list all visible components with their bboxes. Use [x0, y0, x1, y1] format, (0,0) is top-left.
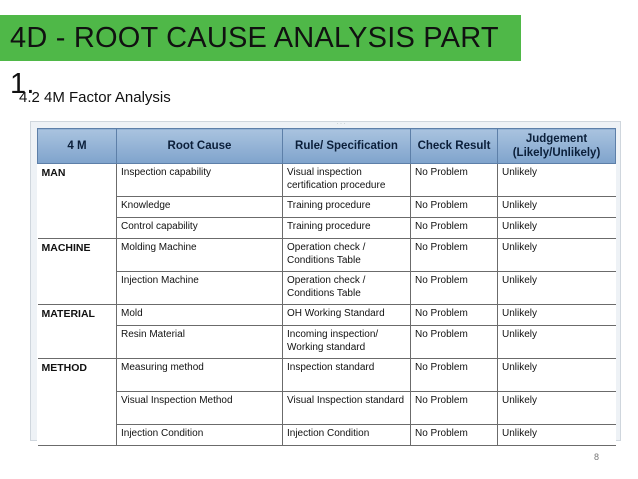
result-cell: No Problem [411, 272, 498, 305]
rule-cell: Visual inspection certification procedure [283, 164, 411, 197]
result-cell: No Problem [411, 326, 498, 359]
table-row [38, 164, 616, 197]
factor-cell [38, 197, 117, 218]
cause-cell: Inspection capability [117, 164, 283, 197]
cause-cell: Visual Inspection Method [117, 392, 283, 425]
factor-cell [38, 326, 117, 359]
rule-cell: Visual Inspection standard [283, 392, 411, 425]
rule-cell: Operation check / Conditions Table [283, 272, 411, 305]
cause-cell: Molding Machine [117, 239, 283, 272]
header-check-result: Check Result [411, 129, 498, 164]
rule-cell: Training procedure [283, 218, 411, 239]
factor-cell [38, 392, 117, 425]
cause-cell: Injection Machine [117, 272, 283, 305]
rule-cell: Incoming inspection/ Working standard [283, 326, 411, 359]
table-image-frame [30, 121, 621, 441]
rule-cell: Injection Condition [283, 425, 411, 446]
frame-handle-top: · · · [336, 121, 346, 127]
header-root-cause: Root Cause [117, 129, 283, 164]
result-cell: No Problem [411, 197, 498, 218]
factor-analysis-table [37, 128, 616, 446]
judgement-cell: Unlikely [498, 197, 616, 218]
table-row [38, 326, 616, 359]
factor-cell [38, 272, 117, 305]
result-cell: No Problem [411, 239, 498, 272]
judgement-cell: Unlikely [498, 218, 616, 239]
rule-cell: Training procedure [283, 197, 411, 218]
factor-cell: MAN [38, 164, 117, 197]
result-cell: No Problem [411, 359, 498, 392]
rule-cell: Inspection standard [283, 359, 411, 392]
judgement-cell: Unlikely [498, 425, 616, 446]
judgement-cell: Unlikely [498, 359, 616, 392]
cause-cell: Resin Material [117, 326, 283, 359]
factor-cell: MATERIAL [38, 305, 117, 326]
judgement-cell: Unlikely [498, 326, 616, 359]
result-cell: No Problem [411, 164, 498, 197]
header-judgement: Judgement (Likely/Unlikely) [498, 129, 616, 164]
cause-cell: Knowledge [117, 197, 283, 218]
slide-title: 4D - ROOT CAUSE ANALYSIS PART 1. [0, 15, 521, 61]
factor-cell [38, 218, 117, 239]
cause-cell: Control capability [117, 218, 283, 239]
judgement-cell: Unlikely [498, 305, 616, 326]
factor-cell [38, 425, 117, 446]
judgement-cell: Unlikely [498, 272, 616, 305]
result-cell: No Problem [411, 305, 498, 326]
cause-cell: Mold [117, 305, 283, 326]
result-cell: No Problem [411, 218, 498, 239]
rule-cell: Operation check / Conditions Table [283, 239, 411, 272]
cause-cell: Measuring method [117, 359, 283, 392]
table-row [38, 425, 616, 446]
result-cell: No Problem [411, 425, 498, 446]
table-row [38, 272, 616, 305]
table-row [38, 392, 616, 425]
table-row [38, 305, 616, 326]
judgement-cell: Unlikely [498, 392, 616, 425]
header-rule-specification: Rule/ Specification [283, 129, 411, 164]
header-4m: 4 M [38, 129, 117, 164]
table-row [38, 359, 616, 392]
factor-cell: MACHINE [38, 239, 117, 272]
table-row [38, 218, 616, 239]
page-number: 8 [594, 452, 600, 462]
result-cell: No Problem [411, 392, 498, 425]
judgement-cell: Unlikely [498, 164, 616, 197]
factor-cell: METHOD [38, 359, 117, 392]
table-row [38, 239, 616, 272]
cause-cell: Injection Condition [117, 425, 283, 446]
section-subtitle: 4.2 4M Factor Analysis [19, 89, 171, 106]
rule-cell: OH Working Standard [283, 305, 411, 326]
table-row [38, 197, 616, 218]
judgement-cell: Unlikely [498, 239, 616, 272]
